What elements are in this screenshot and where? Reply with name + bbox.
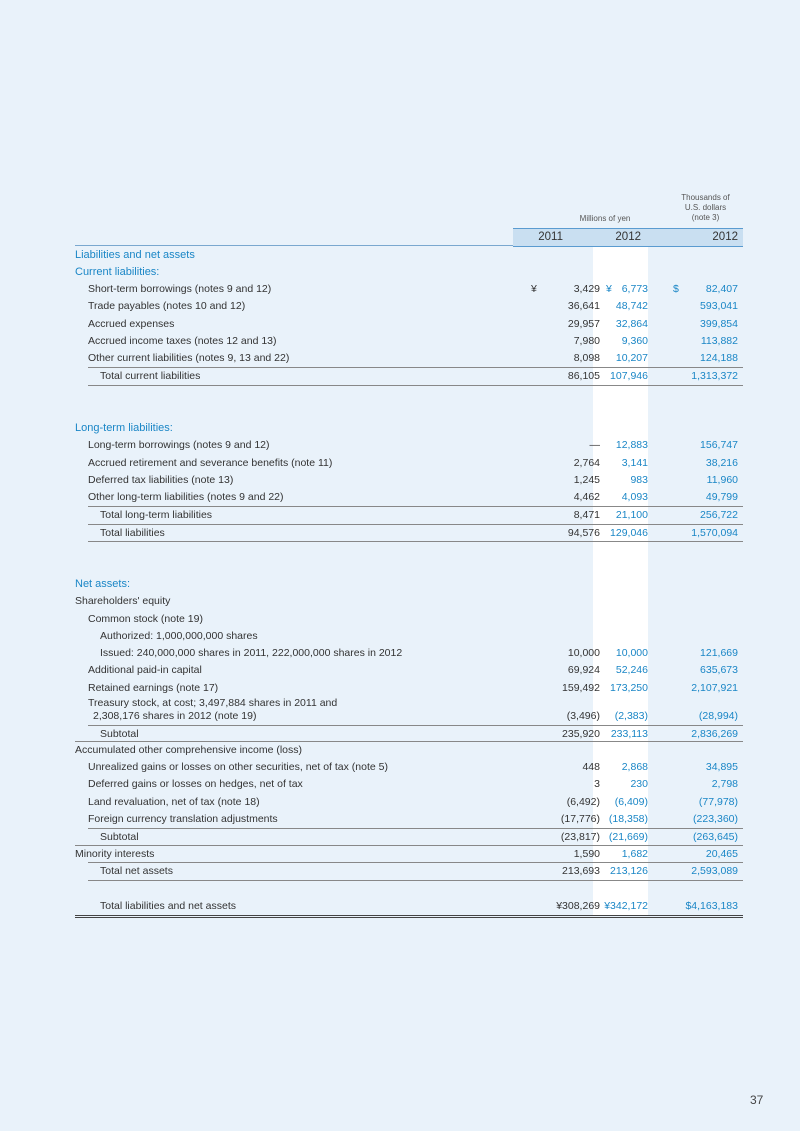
section-net-assets: Net assets: — [75, 578, 131, 590]
row-rule — [88, 385, 743, 386]
table-row: Deferred gains or losses on hedges, net of tax 3 230 2,798 — [88, 778, 738, 790]
usd-unit-line-3: (note 3) — [691, 213, 720, 222]
section-liabilities-net-assets: Liabilities and net assets — [75, 249, 195, 261]
page-number: 37 — [750, 1093, 764, 1107]
year-2011: 2011 — [538, 231, 563, 243]
table-row: Short-term borrowings (notes 9 and 12) ¥ 3,429 ¥ 6,773 $ 82,407 — [75, 281, 743, 298]
year-2012-yen: 2012 — [615, 231, 641, 243]
usd-unit-label — [668, 193, 743, 223]
year-2012-usd: 2012 — [712, 231, 738, 243]
table-row: Accrued income taxes (notes 12 and 13) 7,980 9,360 113,882 — [88, 335, 738, 347]
table-row: Trade payables (notes 10 and 12) 36,641 48,742 593,041 — [88, 300, 738, 312]
table-row: Additional paid-in capital 69,924 52,246 635,673 — [88, 664, 738, 676]
row-rule — [88, 541, 743, 542]
table-row: Deferred tax liabilities (note 13) 1,245 983 11,960 — [88, 474, 738, 486]
total-row: Total current liabilities 86,105 107,946 1,313,372 — [100, 370, 738, 382]
subsection-label: Shareholders' equity — [75, 595, 171, 607]
table-row: Long-term borrowings (notes 9 and 12) — 12,883 156,747 — [88, 439, 738, 451]
section-current-liabilities: Current liabilities: — [75, 266, 160, 278]
table-row: 2,308,176 shares in 2012 (note 19) (3,496) (2,383) (28,994) — [93, 710, 738, 722]
grand-total-rule-double — [75, 917, 743, 918]
currency-yen: ¥ — [606, 283, 612, 295]
header-rule — [75, 245, 513, 246]
table-row: Issued: 240,000,000 shares in 2011, 222,000,000 shares in 2012 10,000 10,000 121,669 — [100, 647, 738, 659]
grand-total-row: Total liabilities and net assets ¥308,269 ¥342,172 $4,163,183 — [100, 900, 738, 912]
currency-yen: ¥ — [531, 283, 537, 295]
total-row: Total liabilities 94,576 129,046 1,570,094 — [100, 527, 738, 539]
table-row: Unrealized gains or losses on other securities, net of tax (note 5) 448 2,868 34,895 — [88, 761, 738, 773]
subsection-label: Common stock (note 19) — [88, 613, 203, 625]
usd-unit-line-1: Thousands of — [681, 193, 730, 202]
subsection-label: Authorized: 1,000,000,000 shares — [100, 630, 258, 642]
table-row: Foreign currency translation adjustments (17,776) (18,358) (223,360) — [88, 813, 738, 825]
table-row: Land revaluation, net of tax (note 18) (6,492) (6,409) (77,978) — [88, 796, 738, 808]
table-row: Accrued expenses 29,957 32,864 399,854 — [88, 318, 738, 330]
subsection-label: Accumulated other comprehensive income (loss) — [75, 744, 303, 756]
table-row: Accrued retirement and severance benefits (note 11) 2,764 3,141 38,216 — [88, 457, 738, 469]
table-row: Other current liabilities (notes 9, 13 and 22) 8,098 10,207 124,188 — [88, 352, 738, 364]
total-row: Total long-term liabilities 8,471 21,100 256,722 — [100, 509, 738, 521]
currency-dollar: $ — [673, 283, 679, 295]
table-row: Retained earnings (note 17) 159,492 173,250 2,107,921 — [88, 682, 738, 694]
table-row: Minority interests 1,590 1,682 20,465 — [75, 848, 738, 860]
table-row: Other long-term liabilities (notes 9 and 22) 4,462 4,093 49,799 — [88, 491, 738, 503]
yen-unit-label: Millions of yen — [579, 214, 631, 223]
grand-total-rule — [75, 915, 743, 916]
table-row: Treasury stock, at cost; 3,497,884 shares in 2011 and — [88, 697, 338, 709]
total-row: Total net assets 213,693 213,126 2,593,089 — [100, 865, 738, 877]
row-rule — [88, 880, 743, 881]
subtotal-row: Subtotal (23,817) (21,669) (263,645) — [100, 831, 738, 843]
section-long-term-liabilities: Long-term liabilities: — [75, 422, 173, 434]
year-header-bar — [513, 228, 743, 247]
subtotal-row: Subtotal 235,920 233,113 2,836,269 — [100, 728, 738, 740]
usd-unit-line-2: U.S. dollars — [684, 203, 727, 212]
